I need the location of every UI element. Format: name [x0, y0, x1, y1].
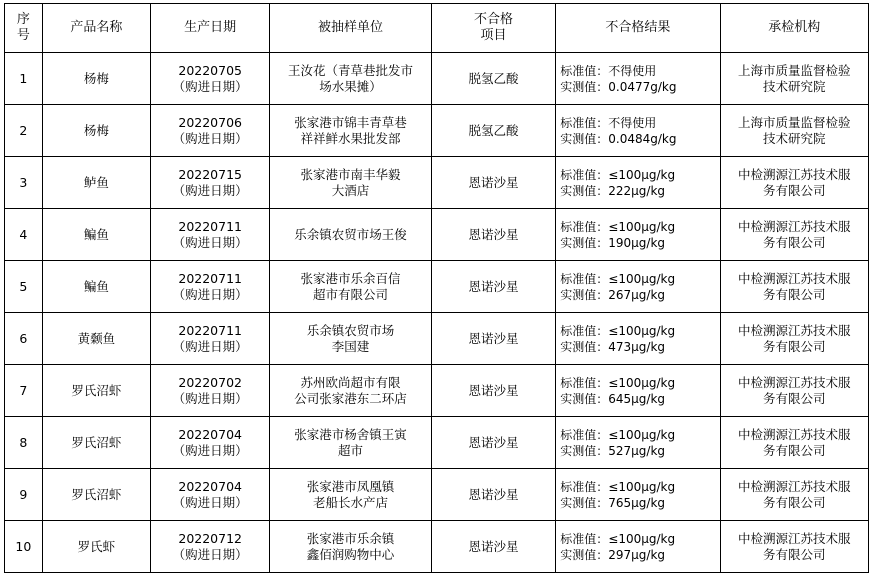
cell-agency-line: 务有限公司 — [762, 182, 826, 198]
cell-result-line: 实测值：765μg/kg — [560, 495, 666, 510]
cell-agency-line: 中检溯源江苏技术服 — [737, 478, 851, 494]
header-result: 不合格结果 — [556, 4, 720, 53]
cell-agency-line: 中检溯源江苏技术服 — [737, 530, 851, 546]
cell-date-line: （购进日期） — [172, 390, 248, 406]
results-table-container — [4, 3, 869, 573]
table-row — [5, 53, 869, 105]
cell-item: 恩诺沙星 — [431, 157, 556, 209]
cell-date-line: 20220711 — [178, 322, 242, 338]
cell-sampled-unit-line: 祥祥鲜水果批发部 — [300, 130, 401, 146]
cell-date — [151, 521, 270, 573]
cell-date-line: （购进日期） — [172, 130, 248, 146]
cell-result-line: 标准值：≤100μg/kg — [560, 271, 676, 286]
cell-item: 恩诺沙星 — [431, 417, 556, 469]
table-row — [5, 209, 869, 261]
cell-agency-line: 技术研究院 — [762, 130, 826, 146]
cell-date — [151, 313, 270, 365]
cell-result-line: 实测值：0.0477g/kg — [560, 79, 677, 94]
cell-seq: 10 — [5, 521, 43, 573]
cell-agency-line: 中检溯源江苏技术服 — [737, 426, 851, 442]
cell-agency — [720, 417, 869, 469]
cell-result-line: 标准值：不得使用 — [560, 63, 657, 78]
cell-date-line: 20220702 — [178, 374, 242, 390]
cell-result-line: 实测值：267μg/kg — [560, 287, 666, 302]
header-product: 产品名称 — [42, 4, 150, 53]
table-row — [5, 365, 869, 417]
cell-sampled-unit-line: 张家港市乐余镇 — [306, 530, 395, 546]
cell-sampled-unit-line: 苏州欧尚超市有限 — [300, 374, 401, 390]
cell-agency-line: 务有限公司 — [762, 494, 826, 510]
header-item-line: 不合格 — [474, 12, 514, 27]
cell-date — [151, 53, 270, 105]
cell-sampled-unit-line: 乐余镇农贸市场王俊 — [294, 226, 407, 242]
cell-seq: 9 — [5, 469, 43, 521]
cell-agency-line: 务有限公司 — [762, 390, 826, 406]
table-row — [5, 521, 869, 573]
cell-result-line: 标准值：≤100μg/kg — [560, 427, 676, 442]
cell-result — [556, 521, 720, 573]
cell-product: 黄颡鱼 — [42, 313, 150, 365]
cell-sampled-unit-line: 超市有限公司 — [313, 286, 389, 302]
cell-result-line: 实测值：297μg/kg — [560, 547, 666, 562]
cell-date-line: （购进日期） — [172, 494, 248, 510]
cell-product: 杨梅 — [42, 53, 150, 105]
cell-product: 鳊鱼 — [42, 209, 150, 261]
cell-date — [151, 365, 270, 417]
cell-result — [556, 261, 720, 313]
cell-item: 恩诺沙星 — [431, 209, 556, 261]
cell-sampled-unit-line: 乐余镇农贸市场 — [306, 322, 395, 338]
cell-result — [556, 157, 720, 209]
cell-agency-line: 务有限公司 — [762, 338, 826, 354]
cell-result — [556, 469, 720, 521]
cell-result — [556, 365, 720, 417]
cell-agency-line: 中检溯源江苏技术服 — [737, 218, 851, 234]
header-date: 生产日期 — [151, 4, 270, 53]
cell-sampled-unit-line: 超市 — [338, 442, 364, 458]
cell-agency-line: 中检溯源江苏技术服 — [737, 374, 851, 390]
cell-sampled-unit — [270, 417, 431, 469]
cell-date — [151, 469, 270, 521]
cell-date-line: 20220711 — [178, 218, 242, 234]
table-row — [5, 261, 869, 313]
cell-seq: 5 — [5, 261, 43, 313]
cell-sampled-unit-line: 张家港市凤凰镇 — [306, 478, 395, 494]
cell-result-line: 标准值：≤100μg/kg — [560, 323, 676, 338]
cell-agency — [720, 261, 869, 313]
table-row — [5, 157, 869, 209]
cell-sampled-unit-line: 鑫佰润购物中心 — [306, 546, 395, 562]
cell-agency-line: 务有限公司 — [762, 234, 826, 250]
cell-seq: 6 — [5, 313, 43, 365]
header-seq-line: 序 — [16, 12, 30, 27]
cell-result-line: 实测值：473μg/kg — [560, 339, 666, 354]
cell-sampled-unit — [270, 209, 431, 261]
cell-date-line: 20220715 — [178, 166, 242, 182]
cell-item: 脱氢乙酸 — [431, 105, 556, 157]
cell-result-line: 标准值：≤100μg/kg — [560, 167, 676, 182]
cell-agency — [720, 157, 869, 209]
cell-agency — [720, 53, 869, 105]
cell-result-line: 标准值：≤100μg/kg — [560, 531, 676, 546]
cell-sampled-unit-line: 张家港市南丰华毅 — [300, 166, 401, 182]
cell-agency — [720, 469, 869, 521]
cell-date-line: 20220704 — [178, 426, 242, 442]
cell-agency-line: 上海市质量监督检验 — [737, 62, 851, 78]
cell-date-line: （购进日期） — [172, 182, 248, 198]
cell-sampled-unit — [270, 157, 431, 209]
cell-sampled-unit-line: 张家港市乐余百信 — [300, 270, 401, 286]
cell-item: 恩诺沙星 — [431, 261, 556, 313]
cell-result-line: 实测值：527μg/kg — [560, 443, 666, 458]
cell-agency-line: 中检溯源江苏技术服 — [737, 270, 851, 286]
cell-result-line: 标准值：≤100μg/kg — [560, 479, 676, 494]
cell-date — [151, 417, 270, 469]
cell-date-line: （购进日期） — [172, 442, 248, 458]
cell-product: 罗氏沼虾 — [42, 365, 150, 417]
cell-result — [556, 313, 720, 365]
cell-item: 恩诺沙星 — [431, 469, 556, 521]
cell-date-line: 20220704 — [178, 478, 242, 494]
cell-agency-line: 务有限公司 — [762, 442, 826, 458]
cell-product: 罗氏沼虾 — [42, 417, 150, 469]
cell-date — [151, 209, 270, 261]
cell-item: 恩诺沙星 — [431, 365, 556, 417]
cell-seq: 1 — [5, 53, 43, 105]
cell-product: 罗氏沼虾 — [42, 469, 150, 521]
header-sampled-unit: 被抽样单位 — [270, 4, 431, 53]
cell-sampled-unit — [270, 521, 431, 573]
cell-agency-line: 上海市质量监督检验 — [737, 114, 851, 130]
cell-item: 恩诺沙星 — [431, 313, 556, 365]
cell-date — [151, 157, 270, 209]
header-item — [431, 4, 556, 53]
cell-result-line: 标准值：不得使用 — [560, 115, 657, 130]
cell-seq: 8 — [5, 417, 43, 469]
cell-product: 杨梅 — [42, 105, 150, 157]
cell-result — [556, 417, 720, 469]
cell-date-line: 20220712 — [178, 530, 242, 546]
cell-seq: 3 — [5, 157, 43, 209]
cell-sampled-unit — [270, 313, 431, 365]
cell-agency-line: 中检溯源江苏技术服 — [737, 322, 851, 338]
cell-sampled-unit — [270, 261, 431, 313]
cell-date-line: （购进日期） — [172, 234, 248, 250]
cell-date — [151, 261, 270, 313]
cell-result-line: 标准值：≤100μg/kg — [560, 219, 676, 234]
header-item-line: 项目 — [480, 28, 507, 43]
table-row — [5, 313, 869, 365]
cell-sampled-unit — [270, 105, 431, 157]
header-seq-line: 号 — [16, 28, 30, 43]
cell-item: 脱氢乙酸 — [431, 53, 556, 105]
cell-agency — [720, 521, 869, 573]
cell-result-line: 实测值：190μg/kg — [560, 235, 666, 250]
cell-agency-line: 技术研究院 — [762, 78, 826, 94]
cell-agency — [720, 313, 869, 365]
cell-agency — [720, 105, 869, 157]
cell-result-line: 实测值：645μg/kg — [560, 391, 666, 406]
cell-product: 鳊鱼 — [42, 261, 150, 313]
cell-date-line: （购进日期） — [172, 338, 248, 354]
unqualified-results-table — [4, 3, 869, 573]
cell-seq: 7 — [5, 365, 43, 417]
cell-date-line: （购进日期） — [172, 286, 248, 302]
cell-sampled-unit-line: 王汝花（青草巷批发市 — [288, 62, 414, 78]
cell-seq: 2 — [5, 105, 43, 157]
cell-seq: 4 — [5, 209, 43, 261]
cell-item: 恩诺沙星 — [431, 521, 556, 573]
cell-agency — [720, 209, 869, 261]
header-seq — [5, 4, 43, 53]
cell-date-line: 20220705 — [178, 62, 242, 78]
cell-agency — [720, 365, 869, 417]
cell-agency-line: 中检溯源江苏技术服 — [737, 166, 851, 182]
table-row — [5, 417, 869, 469]
cell-agency-line: 务有限公司 — [762, 286, 826, 302]
cell-sampled-unit — [270, 469, 431, 521]
table-row — [5, 105, 869, 157]
cell-sampled-unit-line: 张家港市锦丰青草巷 — [294, 114, 407, 130]
cell-sampled-unit-line: 大酒店 — [331, 182, 370, 198]
cell-result — [556, 209, 720, 261]
header-agency: 承检机构 — [720, 4, 869, 53]
cell-product: 鲈鱼 — [42, 157, 150, 209]
cell-product: 罗氏虾 — [42, 521, 150, 573]
cell-sampled-unit-line: 老船长水产店 — [313, 494, 389, 510]
cell-sampled-unit-line: 张家港市杨舍镇王寅 — [294, 426, 407, 442]
table-row — [5, 469, 869, 521]
cell-result-line: 标准值：≤100μg/kg — [560, 375, 676, 390]
cell-sampled-unit — [270, 53, 431, 105]
cell-sampled-unit — [270, 365, 431, 417]
cell-agency-line: 务有限公司 — [762, 546, 826, 562]
cell-sampled-unit-line: 场水果摊） — [319, 78, 382, 94]
cell-date-line: 20220711 — [178, 270, 242, 286]
cell-date-line: （购进日期） — [172, 546, 248, 562]
cell-result-line: 实测值：0.0484g/kg — [560, 131, 677, 146]
cell-sampled-unit-line: 李国建 — [331, 338, 370, 354]
table-header-row — [5, 4, 869, 53]
cell-result — [556, 53, 720, 105]
cell-date-line: 20220706 — [178, 114, 242, 130]
cell-result-line: 实测值：222μg/kg — [560, 183, 666, 198]
cell-sampled-unit-line: 公司张家港东二环店 — [294, 390, 407, 406]
cell-result — [556, 105, 720, 157]
cell-date — [151, 105, 270, 157]
cell-date-line: （购进日期） — [172, 78, 248, 94]
